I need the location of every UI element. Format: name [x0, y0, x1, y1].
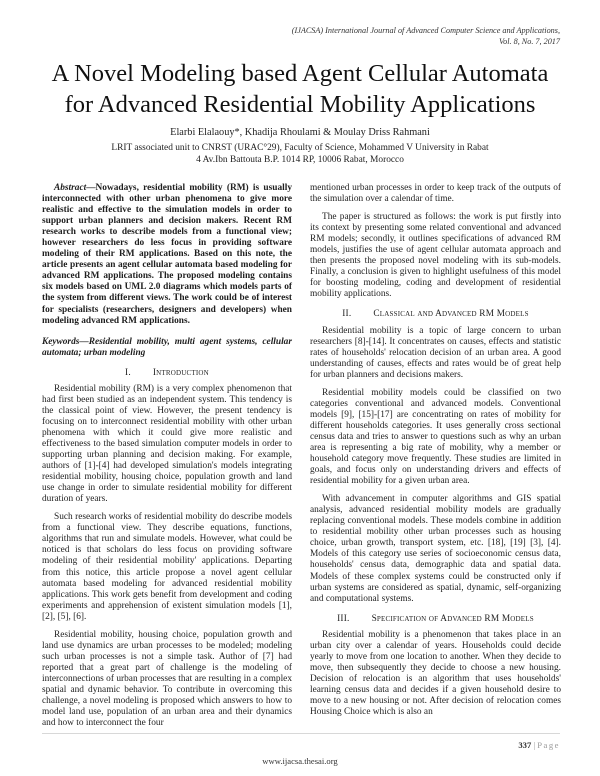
- section-number: III.: [337, 613, 350, 624]
- section-heading-classical-advanced: [310, 309, 561, 320]
- abstract-label: Abstract: [54, 183, 87, 193]
- page-separator: |: [533, 740, 536, 750]
- section-title: Specification of Advanced RM Models: [371, 613, 534, 624]
- paper-title: [0, 58, 600, 120]
- affiliation: [0, 142, 600, 166]
- section-number: I.: [125, 367, 131, 378]
- right-column: [310, 183, 561, 725]
- journal-volume: Vol. 8, No. 7, 2017: [499, 37, 560, 46]
- authors: Elarbi Elalaouy*, Khadija Rhoulami & Moulay Driss Rahmani: [170, 127, 430, 138]
- section-heading-specification: [310, 614, 561, 625]
- abstract-text: —Nowadays, residential mobility (RM) is usually interconnected with other urban phenomena to give more realistic and effective to the simulation models in order to support urban planners and decision makers. Recent RM research works to describe models from a functional view; however researchers do less focus in providing software modeling of their RM applications. Based on this note, the article presents an agent cellular automata based modeling for advanced RM applications. The proposed modeling contains six models based on UML 2.0 diagrams which models parts of the system from different views. The work could be of interest for specialists (researchers, designers and developers) when modeling advanced RM applications.: [42, 183, 292, 326]
- keywords: Keywords—Residential mobility, multi agent systems, cellular automata; urban modeling: [42, 336, 292, 358]
- paragraph: Residential mobility (RM) is a very complex phenomenon that had first been studied as an independent system. This tendency is the classical point of view. However, the present tendency is focusing on to interconnect residential mobility with other urban phenomena with which it could give more realistic and effectiveness to the based simulation computer models in order to supporting urban planning and decision making. For example, authors of [1]-[4] had developed simulation's models integrating residential mobility, housing choice, population growth and land use change in order to simulate residential mobility for different duration of years.: [42, 383, 292, 505]
- paragraph: Residential mobility is a phenomenon that takes place in an urban city over a calendar of years. Households could decide yearly to move from one location to another. When they decide to move, then subsequently they decide to choose a new housing. Decision of relocation is an algorithm that uses households' learning census data and decides if a given household desire to move to a new housing or not. After decision of relocation comes Housing Choice which is also an: [310, 629, 561, 718]
- section-title: Classical and Advanced RM Models: [373, 309, 529, 320]
- paragraph: Residential mobility, housing choice, population growth and land use dynamics are urban processes to be modeled; modeling such urban processes is not a simple task. Author of [7] had reported that a great part of challenge is the modeling of interconnections of urban processes that are resulting in a complex spatial and dynamic behavior. To contribute in overcoming this challenge, a novel modeling is proposed which answers to how to model land use, population of an urban area and their dynamics and how to interconnect the four: [42, 629, 292, 729]
- paragraph: Residential mobility is a topic of large concern to urban researchers [8]-[14]. It concentrates on causes, effects and statistic rates of households' relocation decision of an urban area. A good understanding of causes, effects and rates would be of great help for urban planners and decisions makers.: [310, 325, 561, 380]
- journal-url[interactable]: www.ijacsa.thesai.org: [262, 756, 338, 766]
- abstract: [42, 183, 292, 327]
- journal-header: [292, 25, 560, 47]
- affiliation-line-2: 4 Av.Ibn Battouta B.P. 1014 RP, 10006 Rabat, Morocco: [196, 155, 404, 165]
- footer-divider: [42, 733, 560, 734]
- section-title: Introduction: [152, 367, 209, 378]
- page-number: [518, 740, 560, 750]
- section-heading-introduction: [42, 368, 292, 379]
- title-line-2: for Advanced Residential Mobility Applications: [64, 91, 536, 118]
- paragraph: Such research works of residential mobility do describe models from a functional view. They describe equations, functions, algorithms that run and simulate models. However, what could be noticed is that scholars do less focus on providing software modeling of their residential mobility' applications. Departing from this notice, this article propose a novel agent cellular automata based modeling for advanced residential mobility applications. This work gets benefit from development and coding experiments and apprehension of existent simulation models [1], [2], [5], [6].: [42, 512, 292, 622]
- paragraph: With advancement in computer algorithms and GIS spatial analysis, advanced residential mobility models are gradually replacing conventional models. These models combine in addition to residential mobility other urban processes such as housing choice, urban growth, transport system, etc. [18], [19] [3], [4]. Models of this category use series of socioeconomic census data, households' census data, demographic data and spatial data. Models of these complex systems could be constructed only if urban systems are considered as spatial, dynamic, self-organizing and computational systems.: [310, 494, 561, 604]
- title-line-1: A Novel Modeling based Agent Cellular Automata: [51, 60, 549, 87]
- page-number-value: 337: [518, 740, 532, 750]
- affiliation-line-1: LRIT associated unit to CNRST (URAC°29), Faculty of Science, Mohammed V University in Rabat: [111, 143, 489, 153]
- section-number: II.: [342, 309, 352, 320]
- paragraph: mentioned urban processes in order to keep track of the outputs of the simulation over a calendar of time.: [310, 183, 561, 205]
- left-column: [42, 183, 292, 736]
- page-word: Page: [537, 740, 560, 750]
- paragraph: The paper is structured as follows: the work is put firstly into its context by presenting some related conventional and advanced RM models; secondly, it outlines specifications of advanced RM models, justifies the use of agent cellular automata approach and then presents the proposed novel modeling with its sub-models. Finally, a conclusion is given to highlight usefulness of this model for boosting modeling, coding and development of residential mobility applications.: [310, 212, 561, 300]
- journal-name: (IJACSA) International Journal of Advanced Computer Science and Applications,: [291, 26, 560, 35]
- paragraph: Residential mobility models could be classified on two categories conventional and advanced models. Conventional models [9], [15]-[17] are concentrating on rates of mobility for different households categories. It uses generally cross sectional census data and tries to answer to questions such as why an urban area is representing a big rate of mobility, why a member or household category move frequently. These studies are limited in goals, and focus only on understanding drivers and effects of residential mobility for a given urban area.: [310, 387, 561, 487]
